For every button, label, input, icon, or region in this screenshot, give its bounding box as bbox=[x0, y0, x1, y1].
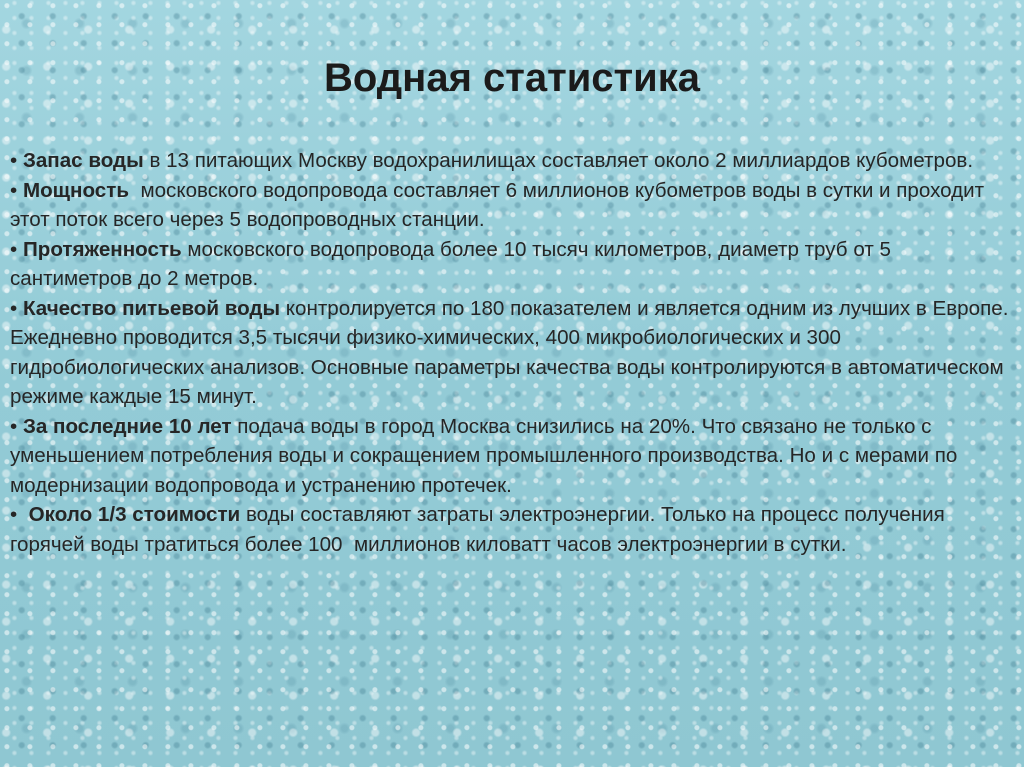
bullet-text: воды составляют затраты электроэнергии. Только на процесс получения горячей воды тратиться более 100 миллионов киловатт часов электроэнергии в сутки. bbox=[10, 503, 951, 556]
bullet-item-water-reserve bbox=[10, 146, 1014, 176]
bullet-lead: Протяженность bbox=[22, 237, 182, 261]
bullet-mark: • bbox=[10, 503, 29, 526]
bullet-mark: • bbox=[10, 149, 23, 172]
bullet-item-last-10-years bbox=[10, 412, 1014, 501]
bullet-text: контролируется по 180 показателем и является одним из лучших в Европе. Ежедневно проводится 3,5 тысячи физико-химических, 400 микробиологических и 300 гидробиологических анализов. Основные параметры качества воды контролируются в автоматическом режиме каждые 15 минут. bbox=[10, 296, 1009, 408]
bullet-item-cost bbox=[10, 500, 1014, 559]
bullet-mark: • bbox=[10, 414, 23, 438]
slide-body bbox=[10, 146, 1014, 559]
bullet-text: в 13 питающих Москву водохранилищах составляет около 2 миллиардов кубометров. bbox=[143, 149, 974, 172]
bullet-text: московского водопровода составляет 6 миллионов кубометров воды в сутки и проходит этот поток всего через 5 водопроводных станции. bbox=[10, 178, 990, 231]
bullet-mark: • bbox=[10, 237, 23, 261]
slide-title: Водная статистика bbox=[324, 56, 700, 100]
bullet-lead: Около 1/3 стоимости bbox=[28, 503, 241, 526]
bullet-mark: • bbox=[10, 178, 23, 202]
bullet-lead: Мощность bbox=[22, 178, 129, 202]
bullet-item-capacity bbox=[10, 176, 1014, 235]
bullet-lead: Запас воды bbox=[22, 149, 144, 172]
bullet-text: подача воды в город Москва снизились на 20%. Что связано не только с уменьшением потребления воды и сокращением промышленного производства. Но и с мерами по модернизации водопровода и устранению протечек. bbox=[10, 414, 958, 497]
bullet-lead: За последние 10 лет bbox=[22, 414, 232, 438]
bullet-text: московского водопровода более 10 тысяч километров, диаметр труб от 5 сантиметров до 2 метров. bbox=[10, 237, 891, 290]
bullet-item-length bbox=[10, 235, 1014, 294]
bullet-item-quality bbox=[10, 294, 1014, 412]
bullet-lead: Качество питьевой воды bbox=[22, 296, 281, 320]
bullet-mark: • bbox=[10, 296, 23, 320]
